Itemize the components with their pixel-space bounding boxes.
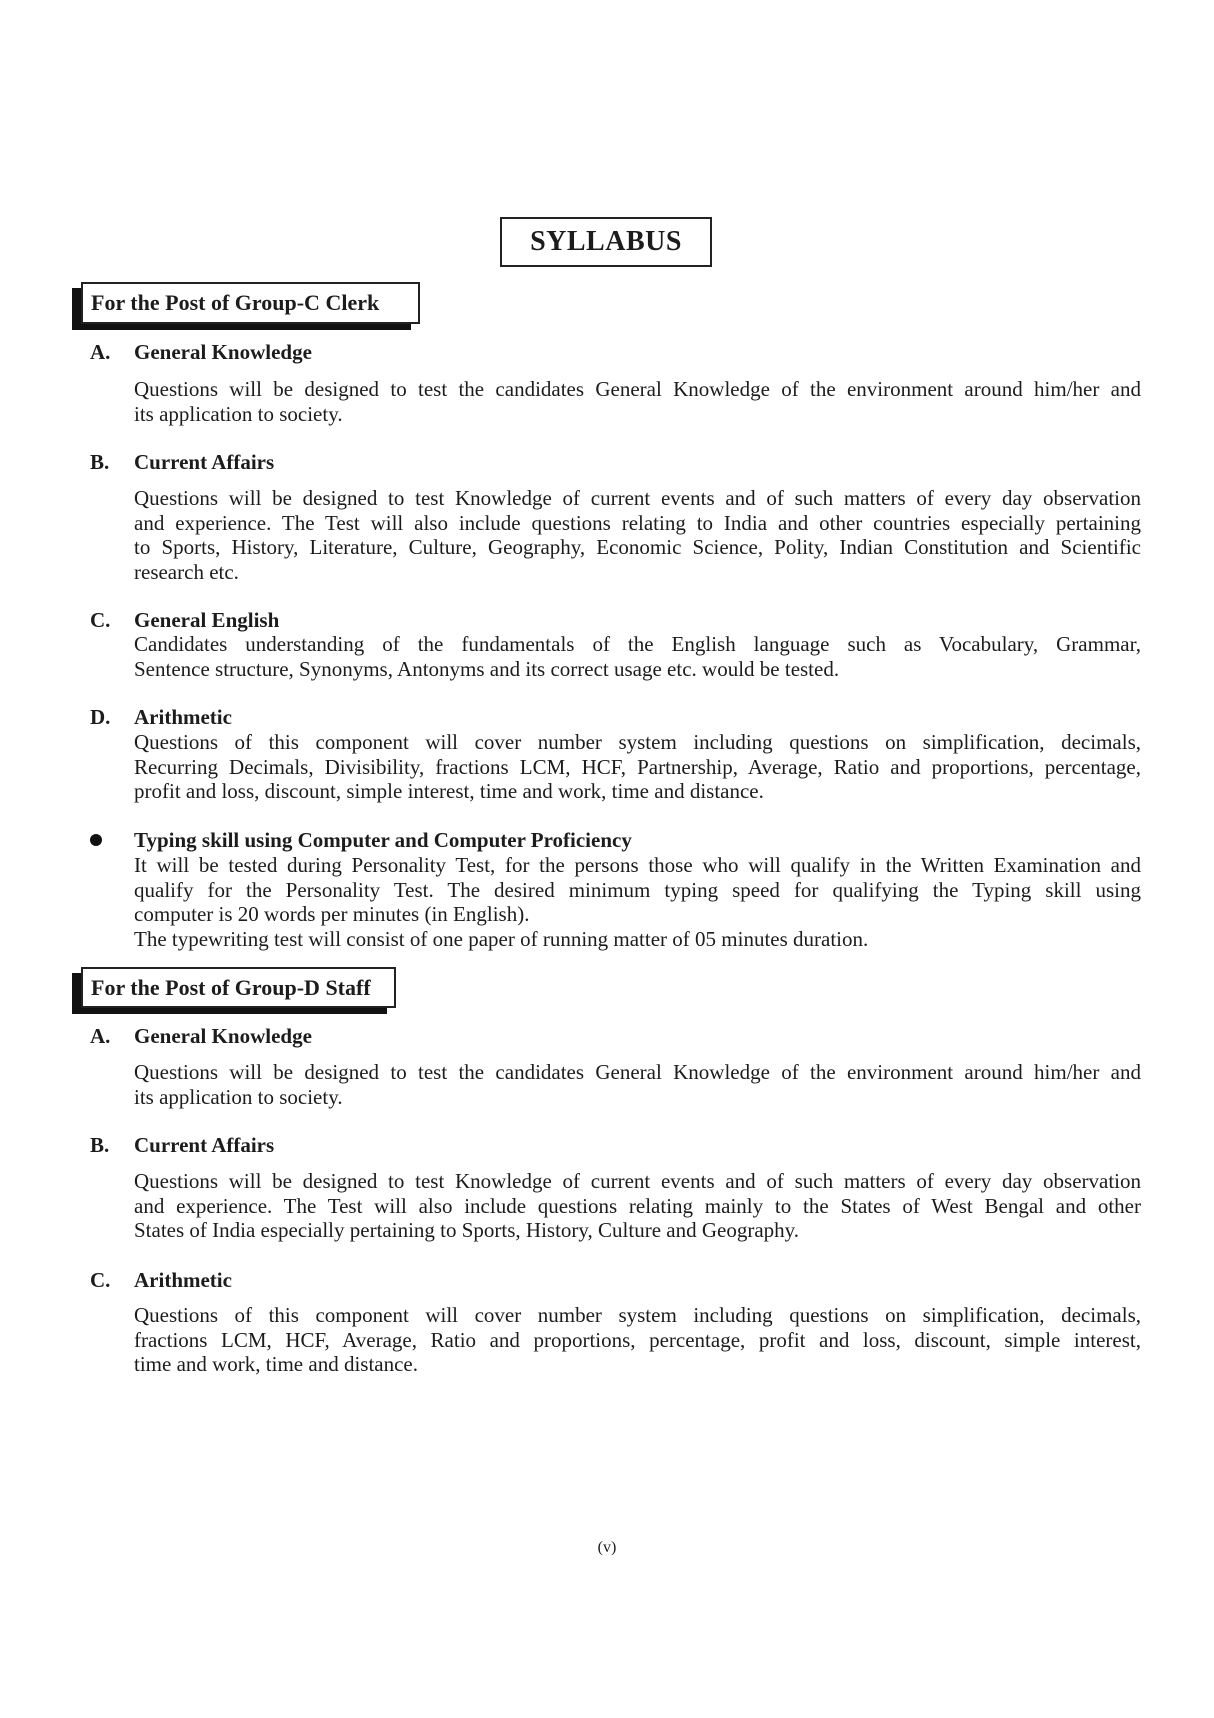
paragraph-line: computer is 20 words per minutes (in English).: [134, 902, 530, 926]
item-title: Current Affairs: [134, 450, 275, 474]
item-heading: [90, 1133, 274, 1158]
paragraph-line: time and work, time and distance.: [134, 1352, 419, 1376]
paragraph-line: Candidates understanding of the fundamentals of the English language such as Vocabulary, Grammar,: [134, 632, 1141, 656]
paragraph-line: Questions will be designed to test Knowledge of current events and of such matters of every day observation: [134, 1169, 1141, 1193]
item-title: Typing skill using Computer and Computer Proficiency: [134, 828, 632, 852]
bullet-icon: [90, 834, 102, 846]
item-title: Arithmetic: [134, 705, 232, 729]
paragraph-line: and experience. The Test will also include questions relating to India and other countries especially pertaining: [134, 510, 1141, 535]
paragraph-line: Questions will be designed to test the candidates General Knowledge of the environment around him/her and: [134, 377, 1141, 401]
item-heading: [90, 340, 312, 365]
item-paragraph: [134, 377, 1141, 426]
item-paragraph: [134, 1169, 1141, 1243]
item-title: General Knowledge: [134, 340, 312, 364]
paragraph-line: It will be tested during Personality Test, for the persons those who will qualify in the Written Examination and: [134, 853, 1141, 877]
paragraph-line: Questions of this component will cover number system including questions on simplification, decimals,: [134, 730, 1141, 754]
paragraph-line: profit and loss, discount, simple interest, time and work, time and distance.: [134, 779, 764, 803]
item-marker: A.: [90, 340, 111, 364]
item-paragraph: [134, 1060, 1141, 1109]
item-paragraph: [134, 632, 1141, 681]
item-title: General English: [134, 608, 280, 632]
page-title: SYLLABUS: [500, 217, 712, 267]
item-title: Current Affairs: [134, 1133, 275, 1157]
item-marker: D.: [90, 705, 111, 729]
item-heading: [90, 705, 232, 730]
paragraph-line: to Sports, History, Literature, Culture, Geography, Economic Science, Polity, Indian Constitution and Scientific: [134, 535, 1141, 559]
paragraph-line: States of India especially pertaining to Sports, History, Culture and Geography.: [134, 1218, 800, 1242]
item-marker: C.: [90, 608, 111, 632]
paragraph-line: Questions of this component will cover number system including questions on simplification, decimals,: [134, 1303, 1141, 1327]
item-marker: [90, 828, 134, 853]
item-heading: [90, 608, 279, 633]
item-paragraph: [134, 486, 1141, 584]
item-marker: A.: [90, 1024, 111, 1048]
item-paragraph: [134, 730, 1141, 804]
item-heading: [90, 1024, 312, 1049]
item-marker: B.: [90, 450, 110, 474]
item-heading: [90, 1268, 232, 1293]
paragraph-line: The typewriting test will consist of one paper of running matter of 05 minutes duration.: [134, 926, 869, 951]
item-paragraph: [134, 1303, 1141, 1377]
paragraph-line: research etc.: [134, 559, 239, 584]
paragraph-line: and experience. The Test will also include questions relating mainly to the States of West Bengal and other: [134, 1193, 1141, 1218]
paragraph-line: Questions will be designed to test the candidates General Knowledge of the environment around him/her and: [134, 1060, 1141, 1084]
item-marker: B.: [90, 1133, 110, 1157]
paragraph-line: Sentence structure, Synonyms, Antonyms and its correct usage etc. would be tested.: [134, 656, 840, 681]
section-heading-group-d: For the Post of Group-D Staff: [81, 967, 396, 1008]
item-heading: [90, 450, 274, 475]
page-number: (v): [597, 1539, 617, 1556]
section-heading-group-c: For the Post of Group-C Clerk: [81, 282, 420, 324]
paragraph-line: Recurring Decimals, Divisibility, fractions LCM, HCF, Partnership, Average, Ratio and proportions, percentage,: [134, 754, 1141, 779]
paragraph-line: its application to society.: [134, 1084, 343, 1109]
item-paragraph: [134, 853, 1141, 951]
paragraph-line: Questions will be designed to test Knowledge of current events and of such matters of every day observation: [134, 486, 1141, 510]
item-marker: C.: [90, 1268, 111, 1292]
paragraph-line: qualify for the Personality Test. The desired minimum typing speed for qualifying the Typing skill using: [134, 877, 1141, 902]
paragraph-line: its application to society.: [134, 401, 343, 426]
item-heading: [90, 828, 632, 853]
item-title: Arithmetic: [134, 1268, 232, 1292]
paragraph-line: fractions LCM, HCF, Average, Ratio and proportions, percentage, profit and loss, discount, simple interest,: [134, 1327, 1141, 1352]
item-title: General Knowledge: [134, 1024, 312, 1048]
